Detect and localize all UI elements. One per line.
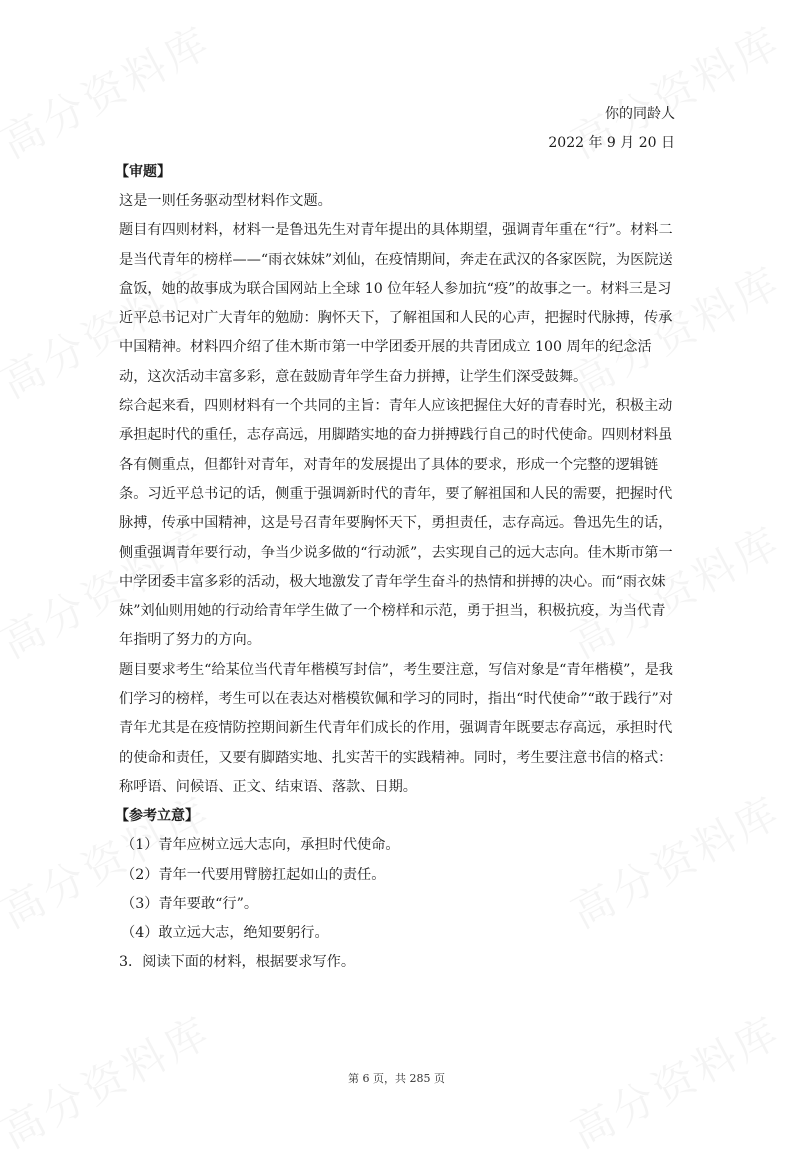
reference-heading: 【参考立意】: [115, 808, 199, 825]
review-paragraph: 题目有四则材料，材料一是鲁迅先生对青年提出的具体期望，强调青年重在“行”。材料二是当代青年的榜样——“雨衣妹妹”刘仙，在疫情期间，奔走在武汉的各家医院，为医院送盒饭，她的故事成为联合国网站上全球 10 位年轻人参加抗“疫”的故事之一。材料三是习近平总书记对广大青年的勉励：胸怀天下，了解祖国和人民的心声，把握时代脉搏，传承中国精神。材料四介绍了佳木斯市第一中学团委开展的共青团成立 100 周年的纪念活动，这次活动丰富多彩，意在鼓励青年学生奋力拼搏，让学生们深受鼓舞。: [119, 222, 673, 385]
review-paragraph: 这是一则任务驱动型材料作文题。: [119, 193, 332, 209]
letter-date: 2022 年 9 月 20 日: [548, 135, 675, 151]
letter-signature: 你的同龄人: [605, 106, 675, 122]
reference-item: （4）敢立远大志，绝知要躬行。: [121, 925, 329, 942]
reference-item: （3）青年要敢“行”。: [121, 895, 259, 912]
review-paragraph: 综合起来看，四则材料有一个共同的主旨：青年人应该把握住大好的青春时光，积极主动承担起时代的重任，志存高远，用脚踏实地的奋力拼搏践行自己的时代使命。四则材料虽各有侧重点，但都针对青年，对青年的发展提出了具体的要求，形成一个完整的逻辑链条。习近平总书记的话，侧重于强调新时代的青年，要了解祖国和人民的需要，把握时代脉搏，传承中国精神，这是号召青年要胸怀天下，勇担责任，志存高远。鲁迅先生的话，侧重强调青年要行动，争当少说多做的“行动派”，去实现自己的远大志向。佳木斯市第一中学团委丰富多彩的活动，极大地激发了青年学生奋斗的热情和拼搏的决心。而“雨衣妹妹”刘仙则用她的行动给青年学生做了一个榜样和示范，勇于担当，积极抗疫，为当代青年指明了努力的方向。: [119, 398, 673, 649]
document-body: [115, 100, 675, 978]
review-heading: 【审题】: [115, 164, 171, 180]
reference-item: （1）青年应树立远大志向，承担时代使命。: [121, 837, 400, 854]
next-question: 3．阅读下面的材料，根据要求写作。: [119, 954, 356, 971]
review-paragraph: 题目要求考生“给某位当代青年楷模写封信”，考生要注意，写信对象是“青年楷模”，是我们学习的榜样，考生可以在表达对楷模钦佩和学习的同时，指出“时代使命”“敢于践行”对青年尤其是在疫情防控期间新生代青年们成长的作用，强调青年既要志存高远，承担时代的使命和责任，又要有脚踏实地、扎实苦干的实践精神。同时，考生要注意书信的格式：称呼语、问候语、正文、结束语、落款、日期。: [119, 661, 673, 795]
reference-item: （2）青年一代要用臂膀扛起如山的责任。: [121, 866, 386, 883]
page-number: 第 6 页，共 285 页: [348, 1072, 445, 1085]
